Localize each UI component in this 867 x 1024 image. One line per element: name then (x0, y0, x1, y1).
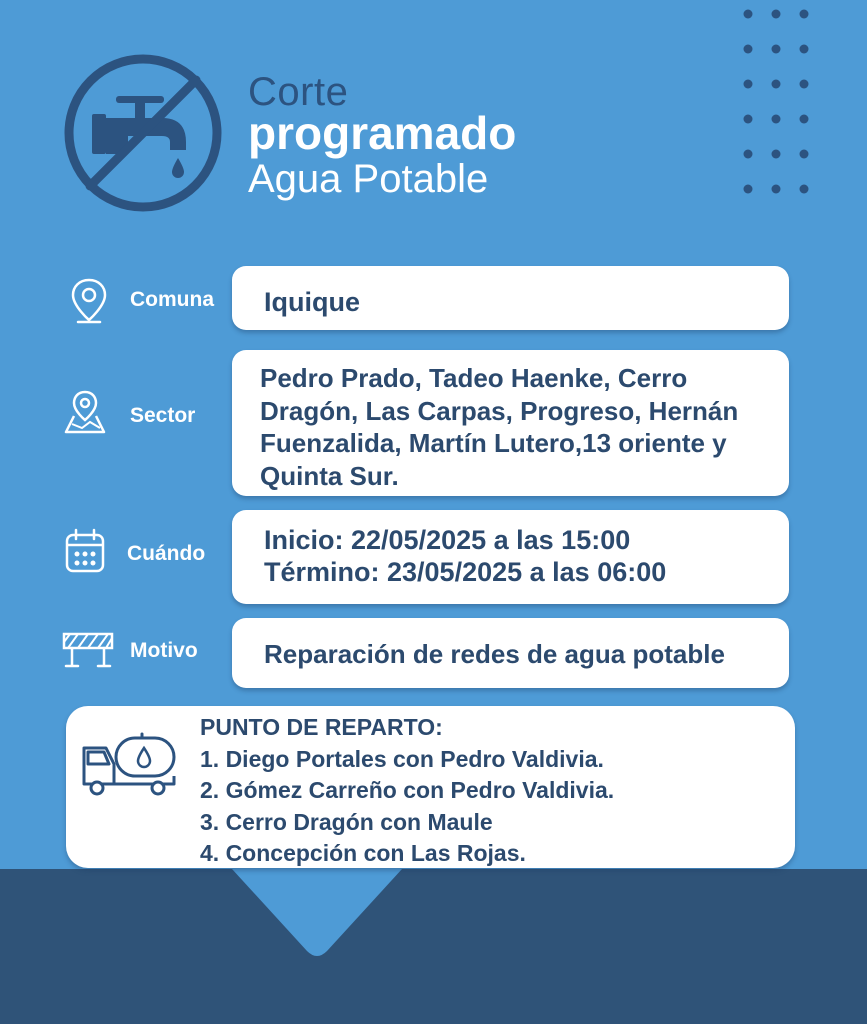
down-arrow-shape (232, 869, 402, 959)
cuando-label: Cuándo (127, 542, 206, 565)
cuando-termino: Término: 23/05/2025 a las 06:00 (264, 557, 667, 587)
sector-card (232, 350, 789, 496)
map-pin-icon (62, 388, 108, 438)
cuando-card (232, 510, 789, 604)
motivo-card (232, 618, 789, 688)
cuando-inicio: Inicio: 22/05/2025 a las 15:00 (264, 525, 631, 555)
title-line-programado: programado (248, 107, 517, 159)
motivo-label: Motivo (130, 639, 198, 662)
bottom-band (0, 869, 867, 1024)
reparto-item-4: 4. Concepción con Las Rojas. (200, 840, 526, 866)
title-line-corte: Corte (248, 70, 349, 114)
reparto-item-3: 3. Cerro Dragón con Maule (200, 808, 493, 835)
comuna-value: Iquique (264, 287, 360, 317)
comuna-label: Comuna (130, 288, 214, 311)
no-water-faucet-icon (62, 52, 224, 214)
comuna-card (232, 266, 789, 330)
location-pin-icon (66, 276, 112, 326)
water-tanker-truck-icon (80, 732, 178, 800)
reparto-title: PUNTO DE REPARTO: (200, 714, 443, 740)
sector-label: Sector (130, 404, 196, 427)
title-line-agua-potable: Agua Potable (248, 157, 489, 201)
calendar-icon (62, 527, 108, 577)
sector-value: Pedro Prado, Tadeo Haenke, Cerro Dragón, Las Carpas, Progreso, Hernán Fuenzalida, Martín Lutero,13 oriente y Quinta Sur. (260, 363, 739, 491)
decorative-dot-grid (742, 4, 814, 200)
road-barrier-icon (62, 626, 114, 676)
reparto-list (200, 712, 614, 870)
reparto-item-1: 1. Diego Portales con Pedro Valdivia. (200, 745, 604, 772)
motivo-value: Reparación de redes de agua potable (264, 639, 725, 669)
reparto-item-2: 2. Gómez Carreño con Pedro Valdivia. (200, 777, 615, 803)
